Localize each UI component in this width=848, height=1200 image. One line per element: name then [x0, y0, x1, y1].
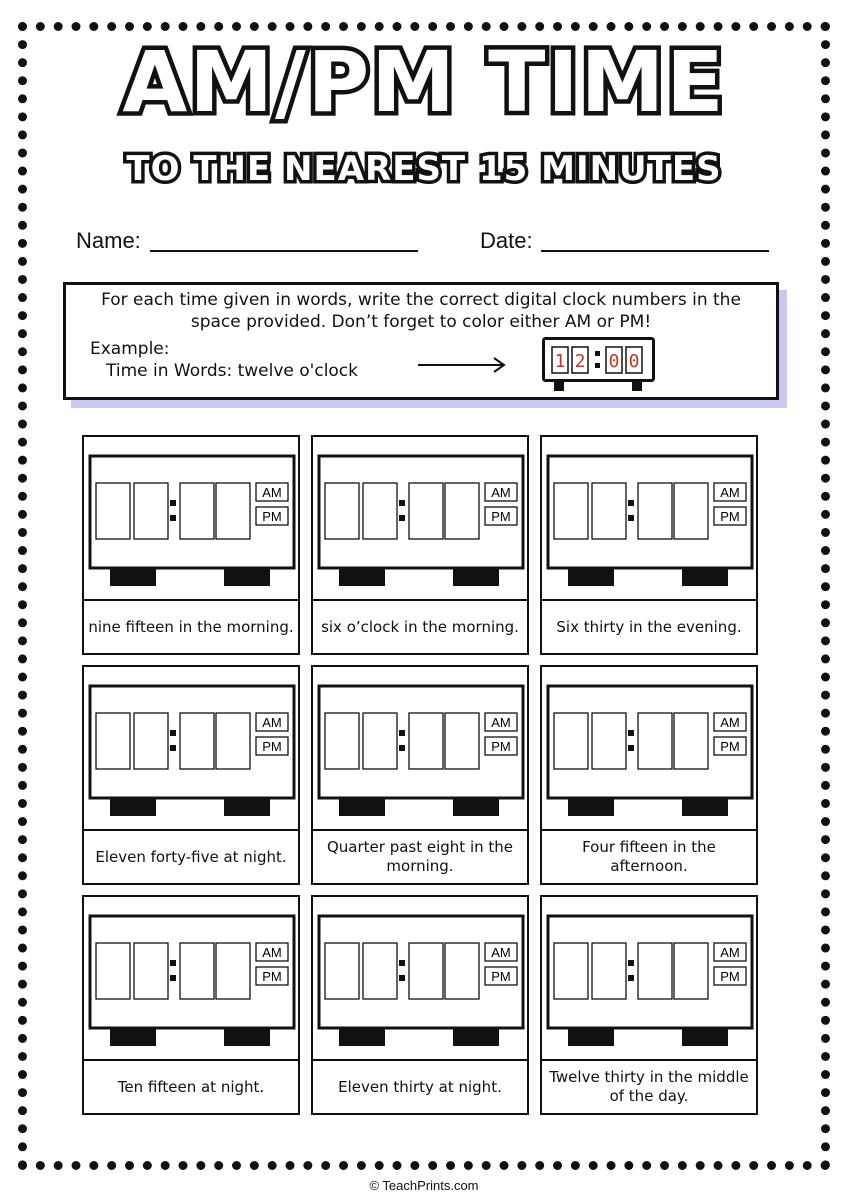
card-caption: Eleven thirty at night. — [338, 1077, 502, 1096]
clock-card-1 — [82, 435, 300, 655]
minute-tens-box[interactable] — [638, 483, 672, 539]
minute-tens-box[interactable] — [180, 943, 214, 999]
am-label: AM — [720, 715, 740, 730]
minute-tens-box[interactable] — [180, 713, 214, 769]
minute-ones-box[interactable] — [445, 713, 479, 769]
card-caption: Quarter past eight in the morning. — [326, 838, 514, 875]
pm-label: PM — [491, 969, 511, 984]
minute-ones-box[interactable] — [674, 943, 708, 999]
colon-dot-bottom — [628, 745, 634, 751]
digital-clock — [313, 667, 527, 829]
am-label: AM — [262, 485, 282, 500]
am-label: AM — [491, 715, 511, 730]
clock-foot-right — [453, 798, 499, 816]
pm-label: PM — [720, 739, 740, 754]
colon-dot-bottom — [170, 515, 176, 521]
pm-label: PM — [720, 509, 740, 524]
pm-label: PM — [262, 969, 282, 984]
minute-ones-box[interactable] — [674, 483, 708, 539]
hour-ones-box[interactable] — [592, 483, 626, 539]
hour-ones-box[interactable] — [592, 713, 626, 769]
clock-area — [313, 667, 527, 831]
colon-dot-bottom — [628, 975, 634, 981]
colon-dot-bottom — [170, 745, 176, 751]
colon-dot-top — [399, 960, 405, 966]
clock-foot-left — [568, 1028, 614, 1046]
colon-dot-top — [399, 500, 405, 506]
card-caption: Twelve thirty in the middle of the day. — [549, 1068, 749, 1105]
digital-clock — [313, 897, 527, 1059]
pm-label: PM — [491, 509, 511, 524]
minute-ones-box[interactable] — [216, 713, 250, 769]
clock-area — [542, 667, 756, 831]
clock-foot-right — [224, 1028, 270, 1046]
minute-tens-box[interactable] — [409, 483, 443, 539]
clock-foot-right — [224, 798, 270, 816]
clock-foot-left — [339, 1028, 385, 1046]
clock-card-3 — [540, 435, 758, 655]
clock-foot-left — [339, 568, 385, 586]
card-caption: Six thirty in the evening. — [556, 617, 742, 636]
clock-foot-left — [339, 798, 385, 816]
clock-foot-right — [453, 1028, 499, 1046]
hour-ones-box[interactable] — [592, 943, 626, 999]
clock-card-9 — [540, 895, 758, 1115]
example-digit-4: 0 — [628, 351, 640, 372]
minute-tens-box[interactable] — [638, 943, 672, 999]
clock-foot-left — [568, 568, 614, 586]
clock-area — [84, 667, 298, 831]
clock-foot-right — [224, 568, 270, 586]
card-caption: Ten fifteen at night. — [117, 1077, 265, 1096]
pm-label: PM — [262, 739, 282, 754]
am-label: AM — [491, 485, 511, 500]
clock-card-2 — [311, 435, 529, 655]
colon-dot-bottom — [170, 975, 176, 981]
clock-area — [313, 897, 527, 1061]
hour-ones-box[interactable] — [363, 483, 397, 539]
minute-ones-box[interactable] — [216, 483, 250, 539]
hour-ones-box[interactable] — [363, 713, 397, 769]
clock-foot-left — [110, 798, 156, 816]
am-label: AM — [491, 945, 511, 960]
clock-area — [542, 437, 756, 601]
instructions-text: For each time given in words, write the correct digital clock numbers in the space provided. Don’t forget to color either AM or PM! — [101, 290, 741, 332]
colon-dot-top — [170, 960, 176, 966]
digital-clock — [84, 437, 298, 599]
hour-ones-box[interactable] — [363, 943, 397, 999]
card-caption: six o’clock in the morning. — [321, 617, 519, 636]
hour-tens-box[interactable] — [96, 713, 130, 769]
worksheet-subtitle: TO THE NEAREST 15 MINUTES — [126, 149, 722, 189]
hour-tens-box[interactable] — [96, 483, 130, 539]
example-label: Example: — [90, 339, 170, 359]
hour-ones-box[interactable] — [134, 713, 168, 769]
digital-clock — [542, 897, 756, 1059]
digital-clock — [84, 897, 298, 1059]
colon-dot-bottom — [399, 975, 405, 981]
minute-tens-box[interactable] — [180, 483, 214, 539]
example-words: Time in Words: twelve o'clock — [106, 361, 359, 381]
example-digit-1: 1 — [554, 351, 566, 372]
hour-tens-box[interactable] — [96, 943, 130, 999]
clock-card-7 — [82, 895, 300, 1115]
colon-dot-top — [170, 500, 176, 506]
digital-clock — [84, 667, 298, 829]
minute-tens-box[interactable] — [409, 713, 443, 769]
name-label: Name: — [76, 228, 141, 253]
hour-tens-box[interactable] — [325, 483, 359, 539]
minute-ones-box[interactable] — [445, 483, 479, 539]
example-digit-3: 0 — [608, 351, 620, 372]
am-label: AM — [262, 715, 282, 730]
hour-tens-box[interactable] — [325, 713, 359, 769]
digital-clock — [542, 667, 756, 829]
footer-copyright: © TeachPrints.com — [369, 1178, 479, 1193]
arrow-right-icon — [416, 355, 508, 375]
hour-tens-box[interactable] — [554, 943, 588, 999]
minute-tens-box[interactable] — [409, 943, 443, 999]
hour-ones-box[interactable] — [134, 483, 168, 539]
clock-area — [84, 897, 298, 1061]
instructions-box — [63, 282, 779, 400]
example-digital-clock — [542, 337, 656, 395]
pm-label: PM — [262, 509, 282, 524]
colon-dot-top — [628, 500, 634, 506]
card-caption: nine fifteen in the morning. — [88, 617, 294, 636]
clock-foot-right — [682, 798, 728, 816]
clock-foot-right — [682, 1028, 728, 1046]
am-label: AM — [262, 945, 282, 960]
am-label: AM — [720, 485, 740, 500]
clock-card-4 — [82, 665, 300, 885]
digital-clock — [542, 437, 756, 599]
pm-label: PM — [720, 969, 740, 984]
hour-tens-box[interactable] — [554, 483, 588, 539]
digital-clock — [313, 437, 527, 599]
clock-area — [542, 897, 756, 1061]
clock-area — [313, 437, 527, 601]
date-label: Date: — [480, 228, 533, 253]
colon-dot-top — [628, 730, 634, 736]
colon-dot-bottom — [628, 515, 634, 521]
date-line[interactable] — [541, 250, 769, 252]
am-label: AM — [720, 945, 740, 960]
hour-tens-box[interactable] — [325, 943, 359, 999]
minute-ones-box[interactable] — [674, 713, 708, 769]
card-caption: Eleven forty-five at night. — [95, 847, 287, 866]
clock-area — [84, 437, 298, 601]
name-line[interactable] — [150, 250, 418, 252]
minute-ones-box[interactable] — [445, 943, 479, 999]
clock-foot-right — [682, 568, 728, 586]
clock-foot-left — [110, 1028, 156, 1046]
example-digit-2: 2 — [574, 351, 586, 372]
clock-card-6 — [540, 665, 758, 885]
colon-dot-bottom — [399, 515, 405, 521]
worksheet-title: AM/PM TIME — [122, 33, 726, 131]
clock-foot-left — [568, 798, 614, 816]
pm-label: PM — [491, 739, 511, 754]
card-caption: Four fifteen in the afternoon. — [582, 838, 716, 875]
clock-card-5 — [311, 665, 529, 885]
minute-tens-box[interactable] — [638, 713, 672, 769]
clock-foot-right — [453, 568, 499, 586]
minute-ones-box[interactable] — [216, 943, 250, 999]
clock-foot-left — [110, 568, 156, 586]
colon-dot-bottom — [399, 745, 405, 751]
hour-tens-box[interactable] — [554, 713, 588, 769]
clock-card-8 — [311, 895, 529, 1115]
hour-ones-box[interactable] — [134, 943, 168, 999]
colon-dot-top — [399, 730, 405, 736]
colon-dot-top — [170, 730, 176, 736]
colon-dot-top — [628, 960, 634, 966]
